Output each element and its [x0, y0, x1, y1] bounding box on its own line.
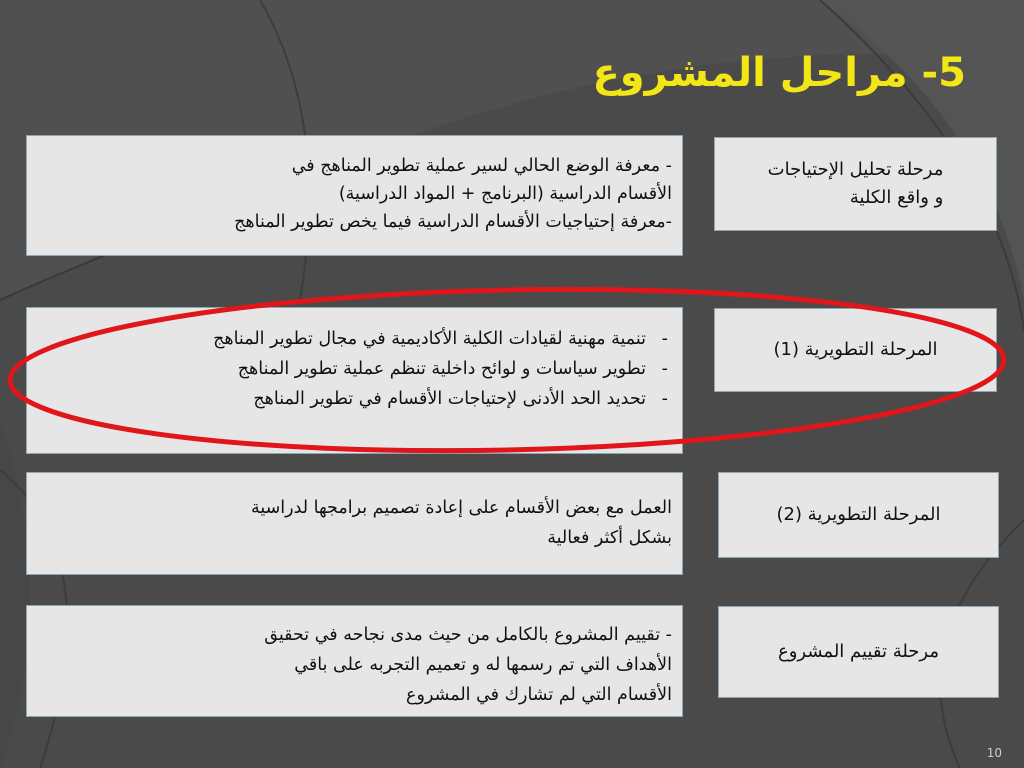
stage-line: المرحلة التطويرية (1) [773, 339, 938, 360]
detail-line: - معرفة الوضع الحالي لسير عملية تطوير المناهج في [291, 156, 672, 176]
details-development-2 [26, 472, 683, 575]
detail-line: العمل مع بعض الأقسام على إعادة تصميم برامجها لدراسية [250, 498, 672, 518]
details-needs-analysis [26, 135, 683, 256]
stage-line: و واقع الكلية [849, 187, 944, 208]
stage-project-evaluation [718, 606, 999, 698]
stage-development-2 [718, 472, 999, 558]
stage-line: مرحلة تحليل الإحتياجات [767, 159, 944, 180]
detail-bullet: - تحديد الحد الأدنى لإحتياجات الأقسام في تطوير المناهج [41, 384, 672, 414]
stage-line: المرحلة التطويرية (2) [776, 504, 941, 525]
development-1-bullets [41, 324, 672, 414]
stage-needs-analysis [714, 137, 997, 231]
detail-line: الأهداف التي تم رسمها له و تعميم التجربه على باقي [294, 655, 672, 675]
detail-bullet: - تطوير سياسات و لوائح داخلية تنظم عملية تطوير المناهج [41, 354, 672, 384]
stage-development-1 [714, 308, 997, 392]
detail-line: الأقسام التي لم تشارك في المشروع [406, 685, 672, 705]
details-project-evaluation [26, 605, 683, 717]
slide-title: 5- مراحل المشروع [592, 50, 966, 96]
detail-line: الأقسام الدراسية (البرنامج + المواد الدراسية) [338, 184, 672, 204]
detail-bullet: - تنمية مهنية لقيادات الكلية الأكاديمية في مجال تطوير المناهج [46, 324, 672, 354]
detail-line: - تقييم المشروع بالكامل من حيث مدى نجاحه في تحقيق [264, 625, 672, 645]
details-development-1 [26, 307, 683, 454]
detail-line: بشكل أكثر فعالية [547, 528, 672, 548]
detail-line: -معرفة إحتياجيات الأقسام الدراسية فيما يخص تطوير المناهج [234, 212, 672, 232]
page-number: 10 [986, 746, 1002, 760]
stage-line: مرحلة تقييم المشروع [777, 641, 940, 662]
